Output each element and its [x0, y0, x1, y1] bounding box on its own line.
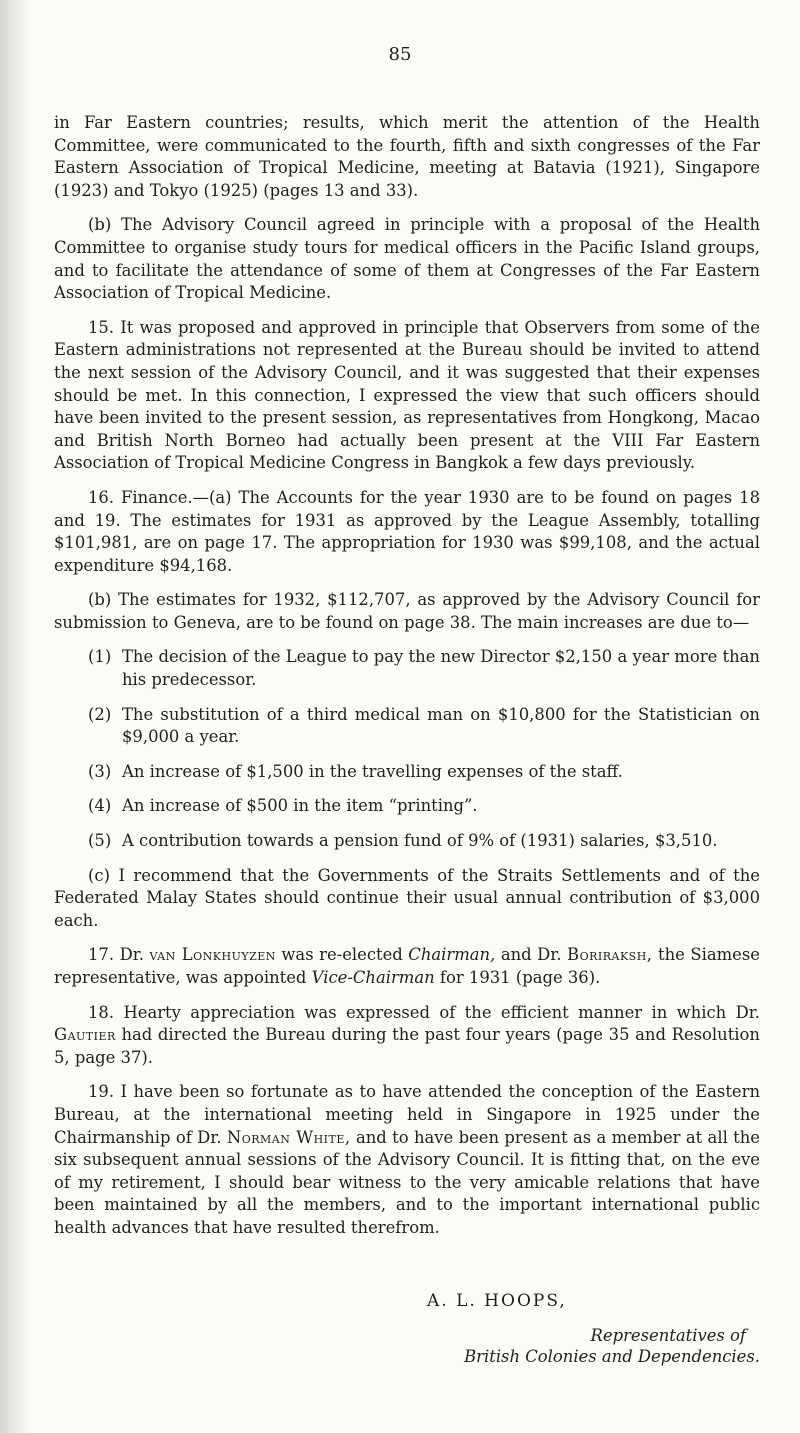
page-edge-shadow: [0, 0, 30, 1433]
list-item: [88, 646, 760, 691]
list-item: [88, 830, 760, 853]
paragraph-19: [54, 1081, 760, 1239]
paragraph-18: [54, 1002, 760, 1070]
paragraph-16c: (c) I recommend that the Governments of the Straits Settlements and of the Federated Malay States should continue their usual annual contribution of $3,000 each.: [54, 865, 760, 930]
paragraph-14b: (b) The Advisory Council agreed in principle with a proposal of the Health Committee to organise study tours for medical officers in the Pacific Island groups, and to facilitate the attendance of some of them at Congresses of the Far Eastern Association of Tropical Medicine.: [54, 215, 760, 303]
paragraph-19-post: and to have been present as a member at all the six subsequent annual sessions of the Advisory Council. It is fitting that, on the eve of my retirement, I should bear witness to the very amicable relations that have been maintained by all the members, and to the important international public health advances that have resulted therefrom.: [54, 1127, 761, 1237]
paragraph-17-pre: Dr.: [119, 945, 144, 965]
list-item-text: An increase of $500 in the item “printing”.: [122, 796, 478, 816]
paragraph-17-mid2: and Dr.: [500, 945, 562, 965]
chairman-name: van Lonkhuyzen: [149, 945, 276, 965]
list-item: [88, 761, 760, 784]
paragraph-17: [54, 944, 760, 989]
list-item-text: The substitution of a third medical man on $10,800 for the Statistician on $9,000 a year.: [122, 704, 760, 747]
paragraph-15: 15. It was proposed and approved in principle that Observers from some of the Eastern administrations not represented at the Bureau should be invited to attend the next session of the Advisory Council, and it was suggested that their expenses should be met. In this connection, I expressed the view that such officers should have been invited to the present session, as representatives from Hongkong, Macao and British North Borneo had actually been present at the VIII Far Eastern Association of Tropical Medicine Congress in Bangkok a few days previously.: [54, 317, 760, 473]
paragraph-18-post: had directed the Bureau during the past four years (page 35 and Resolution 5, page 37).: [54, 1025, 760, 1067]
list-item-text: The decision of the League to pay the new Director $2,150 a year more than his predecessor.: [122, 647, 760, 690]
signatory-title-line-2: British Colonies and Dependencies.: [464, 1347, 760, 1366]
list-item-number: (5): [88, 831, 112, 851]
list-item: [88, 704, 760, 749]
paragraph-16b: (b) The estimates for 1932, $112,707, as approved by the Advisory Council for submission to Geneva, are to be found on page 38. The main increases are due to—: [54, 590, 760, 632]
signatory-name: A. L. HOOPS,: [427, 1291, 567, 1311]
paragraph-17-mid3: the Siamese representative, was appointed: [54, 945, 760, 987]
list-item-number: (3): [88, 761, 112, 781]
body-text: [54, 112, 760, 1252]
list-item-text: An increase of $1,500 in the travelling expenses of the staff.: [122, 761, 623, 781]
paragraph-17-mid1: was re-elected: [281, 945, 403, 965]
vice-chairman-name: Boriraksh,: [567, 945, 653, 965]
paragraph-continuation: in Far Eastern countries; results, which merit the attention of the Health Committee, were communicated to the fourth, fifth and sixth congresses of the Far Eastern Association of Tropical Medicine, meeting at Batavia (1921), Singapore (1923) and Tokyo (1925) (pages 13 and 33).: [54, 113, 760, 200]
norman-white-name: Norman White,: [226, 1127, 351, 1147]
signature-block: [0, 1291, 760, 1367]
list-item: [88, 795, 760, 818]
list-item-number: (1): [88, 647, 112, 667]
page-number: 85: [388, 44, 412, 65]
list-item-number: (4): [88, 796, 112, 816]
director-name: Gautier: [54, 1025, 116, 1045]
paragraph-16a-finance: 16. Finance.—(a) The Accounts for the year 1930 are to be found on pages 18 and 19. The estimates for 1931 as approved by the League Assembly, totalling $101,981, are on page 17. The appropriation for 1930 was $99,108, and the actual expenditure $94,168.: [54, 487, 760, 575]
chairman-role: Chairman,: [408, 945, 496, 965]
paragraph-18-pre: 18. Hearty appreciation was expressed of the efficient manner in which Dr.: [88, 1002, 760, 1022]
paragraph-17-number: 17.: [88, 945, 115, 965]
increases-list: [54, 646, 760, 852]
paragraph-19-pre: 19. I have been so fortunate as to have attended the conception of the Eastern Bureau, at the international meeting held in Singapore in 1925 under the Chairmanship of Dr.: [54, 1082, 760, 1147]
signatory-title-line-1: Representatives of: [590, 1326, 746, 1345]
vice-chairman-role: Vice-Chairman: [311, 968, 435, 987]
list-item-number: (2): [88, 704, 112, 724]
paragraph-17-post: for 1931 (page 36).: [439, 968, 601, 987]
list-item-text: A contribution towards a pension fund of 9% of (1931) salaries, $3,510.: [122, 831, 718, 851]
